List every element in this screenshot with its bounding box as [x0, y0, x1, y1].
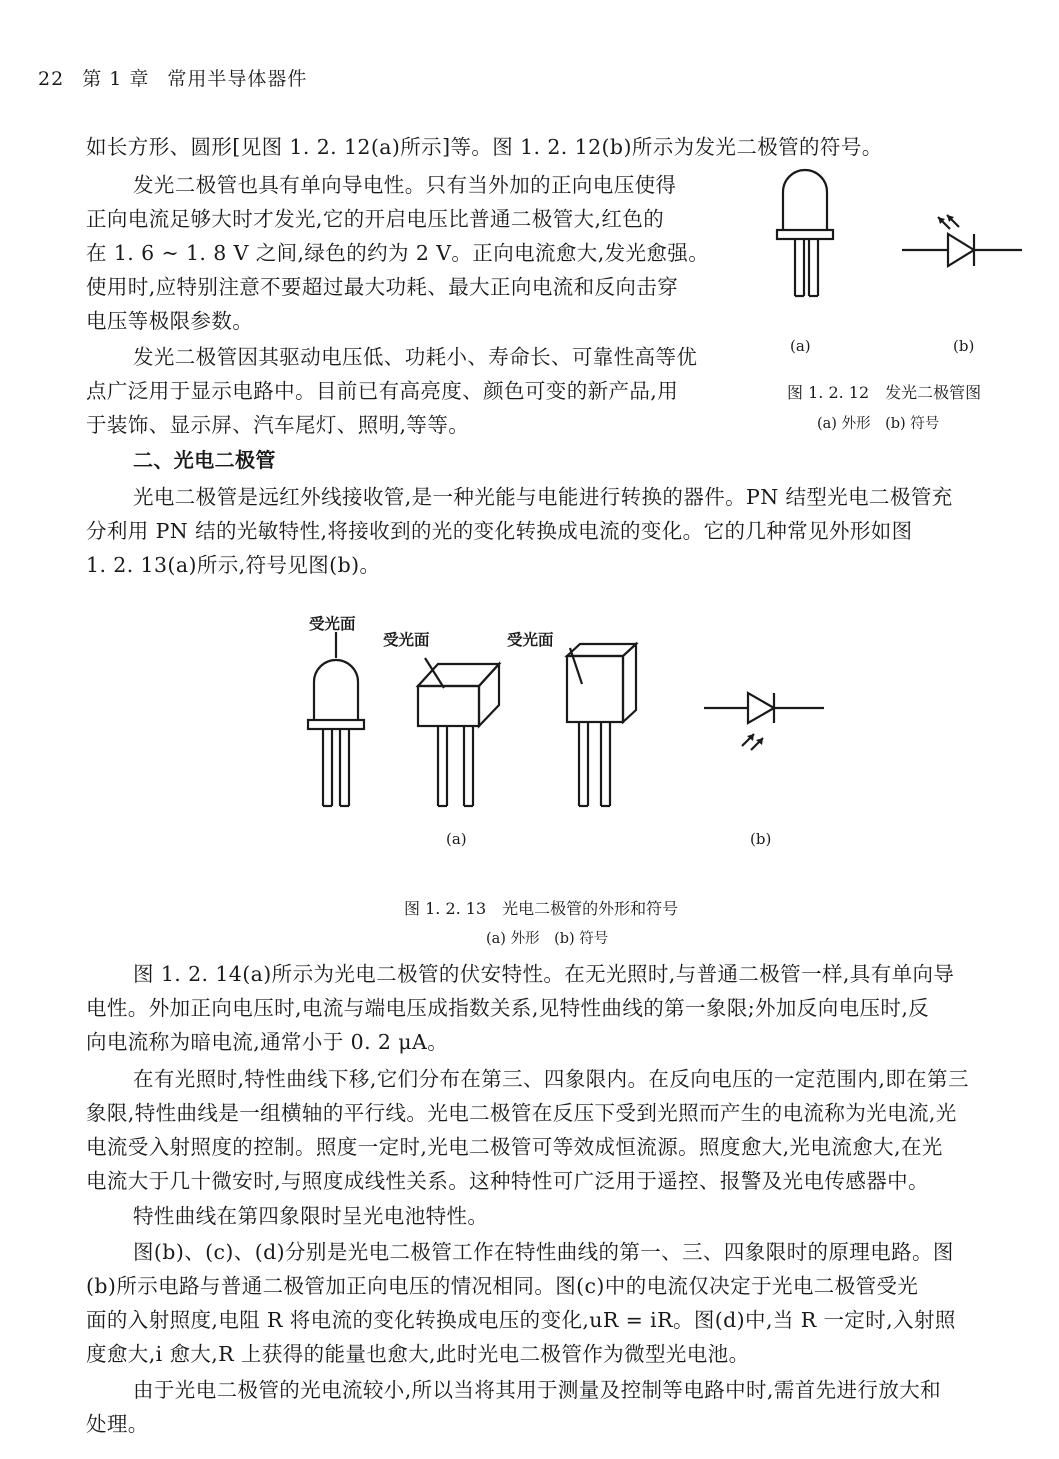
text-line: 使用时,应特别注意不要超过最大功耗、最大正向电流和反向击穿 [86, 275, 679, 299]
text-line: 如长方形、圆形[见图 1. 2. 12(a)所示]等。图 1. 2. 12(b)所示为发光二极管的符号。 [86, 135, 883, 159]
text-line: 电流大于几十微安时,与照度成线性关系。这种特性可广泛用于遥控、报警及光电传感器中。 [86, 1169, 929, 1193]
text-line: 发光二极管也具有单向导电性。只有当外加的正向电压使得 [133, 173, 677, 197]
text-line: 电流受入射照度的控制。照度一定时,光电二极管可等效成恒流源。照度愈大,光电流愈大,在光 [86, 1135, 943, 1159]
text-line: 向电流称为暗电流,通常小于 0. 2 μA。 [86, 1030, 449, 1054]
text-line: 面的入射照度,电阻 R 将电流的变化转换成电压的变化,uR = iR。图(d)中,当 R 一定时,入射照 [86, 1308, 956, 1332]
figure-label-b: (b) [953, 337, 975, 355]
text-line: 于装饰、显示屏、汽车尾灯、照明,等等。 [86, 413, 470, 437]
text-line: 处理。 [86, 1412, 149, 1436]
figure-subcaption: (a) 外形 (b) 符号 [817, 416, 940, 432]
figure-caption: 图 1. 2. 13 光电二极管的外形和符号 [404, 899, 679, 918]
led-outline-figure [775, 162, 845, 312]
text-line: 由于光电二极管的光电流较小,所以当将其用于测量及控制等电路中时,需首先进行放大和 [133, 1378, 942, 1402]
text-line: 特性曲线在第四象限时呈光电池特性。 [133, 1204, 489, 1228]
chapter-number: 第 1 章 [82, 68, 150, 90]
photodiode-round-package [303, 630, 373, 810]
photodiode-square-package [560, 640, 670, 830]
text-line: 图(b)、(c)、(d)分别是光电二极管工作在特性曲线的第一、三、四象限时的原理电路。图 [133, 1240, 954, 1264]
text-line: 度愈大,i 愈大,R 上获得的能量也愈大,此时光电二极管作为微型光电池。 [86, 1342, 750, 1366]
figure-label-a: (a) [790, 337, 811, 355]
page-number: 22 [38, 68, 65, 90]
text-line: 1. 2. 13(a)所示,符号见图(b)。 [86, 553, 381, 577]
text-line: 光电二极管是远红外线接收管,是一种光能与电能进行转换的器件。PN 结型光电二极管充 [133, 485, 953, 509]
chapter-title: 常用半导体器件 [167, 68, 308, 90]
running-header [38, 64, 307, 91]
section-heading: 二、光电二极管 [133, 448, 276, 472]
figure-caption: 图 1. 2. 12 发光二极管图 [787, 383, 982, 402]
text-line: 分利用 PN 结的光敏特性,将接收到的光的变化转换成电流的变化。它的几种常见外形如图 [86, 519, 913, 543]
text-line: 象限,特性曲线是一组横轴的平行线。光电二极管在反压下受到光照而产生的电流称为光电流,光 [86, 1101, 957, 1125]
text-line: 在有光照时,特性曲线下移,它们分布在第三、四象限内。在反向电压的一定范围内,即在第三 [133, 1067, 969, 1091]
figure-subcaption: (a) 外形 (b) 符号 [486, 931, 609, 947]
text-line: 发光二极管因其驱动电压低、功耗小、寿命长、可靠性高等优 [133, 345, 698, 369]
text-line: 电压等极限参数。 [86, 309, 254, 333]
text-line: 图 1. 2. 14(a)所示为光电二极管的伏安特性。在无光照时,与普通二极管一样,具有单向导 [133, 962, 955, 986]
text-line: 电性。外加正向电压时,电流与端电压成指数关系,见特性曲线的第一象限;外加反向电压时,反 [86, 996, 930, 1020]
face-label: 受光面 [383, 631, 430, 649]
led-symbol [900, 205, 1030, 285]
figure-label-b: (b) [750, 830, 772, 848]
text-line: 正向电流足够大时才发光,它的开启电压比普通二极管大,红色的 [86, 207, 665, 231]
figure-label-a: (a) [446, 830, 467, 848]
text-line: 在 1. 6 ~ 1. 8 V 之间,绿色的约为 2 V。正向电流愈大,发光愈强。 [86, 241, 710, 265]
text-line: 点广泛用于显示电路中。目前已有高亮度、颜色可变的新产品,用 [86, 379, 679, 403]
text-line: (b)所示电路与普通二极管加正向电压的情况相同。图(c)中的电流仅决定于光电二极管受光 [86, 1274, 919, 1298]
photodiode-symbol [702, 690, 832, 760]
face-label: 受光面 [507, 631, 554, 649]
face-label: 受光面 [309, 615, 356, 633]
photodiode-box-package [410, 650, 520, 830]
